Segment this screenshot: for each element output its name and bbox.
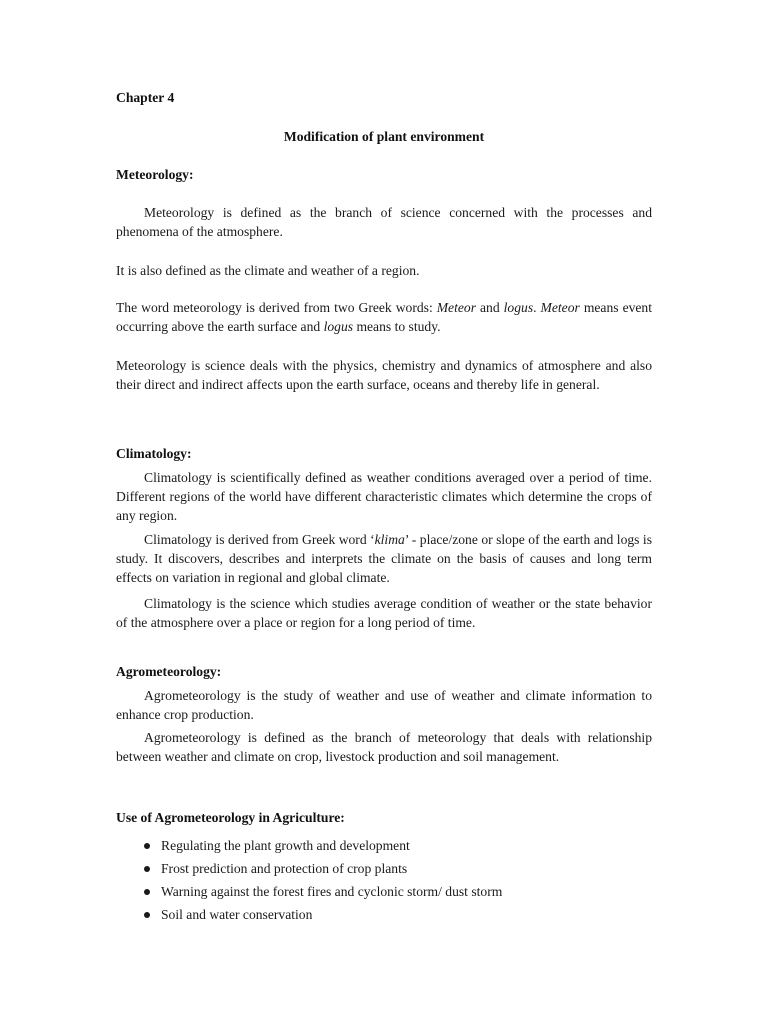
list-item: [116, 836, 652, 859]
list-item-text: Warning against the forest fires and cyclonic storm/ dust storm: [161, 884, 503, 899]
term-klima: klima: [374, 532, 405, 547]
page-title: Modification of plant environment: [283, 129, 485, 144]
list-item-text: Soil and water conservation: [161, 907, 313, 922]
bullet-icon: [144, 866, 150, 872]
meteorology-paragraph-2: It is also defined as the climate and weather of a region.: [116, 263, 420, 278]
term-meteor: Meteor: [436, 300, 476, 315]
bullet-icon: [144, 843, 150, 849]
term-logus: logus: [323, 319, 354, 334]
heading-agrometeorology: Agrometeorology:: [116, 664, 222, 679]
bullet-icon: [144, 912, 150, 918]
meteorology-paragraph-4: Meteorology is science deals with the physics, chemistry and dynamics of atmosphere and also their direct and indirect affects upon the earth surface, oceans and thereby life in general.: [116, 358, 652, 392]
list-item: [116, 905, 652, 928]
text-run: and: [476, 300, 504, 315]
agrometeorology-paragraph-1: Agrometeorology is the study of weather and use of weather and climate information to enhance crop production.: [116, 688, 652, 722]
heading-climatology: Climatology:: [116, 446, 192, 461]
agrometeorology-paragraph-2: Agrometeorology is defined as the branch of meteorology that deals with relationship between weather and climate on crop, livestock production and soil management.: [116, 730, 652, 764]
meteorology-paragraph-1: Meteorology is defined as the branch of science concerned with the processes and phenomena of the atmosphere.: [116, 205, 652, 239]
meteorology-paragraph-3: [116, 298, 652, 336]
text-run: The word meteorology is derived from two Greek words:: [116, 300, 437, 315]
chapter-label: Chapter 4: [116, 90, 175, 105]
list-item: [116, 859, 652, 882]
climatology-paragraph-1: Climatology is scientifically defined as weather conditions averaged over a period of time. Different regions of the world have different characteristic climates which determine the crops of any region.: [116, 470, 652, 523]
text-run: means to study.: [353, 319, 441, 334]
list-item-text: Regulating the plant growth and development: [161, 838, 410, 853]
list-item: [116, 882, 652, 905]
heading-meteorology: Meteorology:: [116, 167, 194, 182]
climatology-paragraph-2: [116, 530, 652, 587]
bullet-icon: [144, 889, 150, 895]
text-run: ’ - place/zone or slope of the earth and logs is study. It discovers, describes and interprets the climate on the basis of causes and long term effects on variation in regional and global climate.: [116, 532, 652, 585]
term-logus: logus: [503, 300, 534, 315]
text-run: .: [533, 300, 541, 315]
text-run: Climatology is derived from Greek word ‘: [144, 532, 375, 547]
climatology-paragraph-3: Climatology is the science which studies average condition of weather or the state behavior of the atmosphere over a place or region for a long period of time.: [116, 596, 652, 630]
term-meteor: Meteor: [540, 300, 580, 315]
text-run: means event occurring above the earth surface and: [116, 300, 653, 334]
heading-use-of-agrometeorology: Use of Agrometeorology in Agriculture:: [116, 810, 345, 825]
use-list: [116, 836, 652, 928]
list-item-text: Frost prediction and protection of crop plants: [161, 861, 408, 876]
